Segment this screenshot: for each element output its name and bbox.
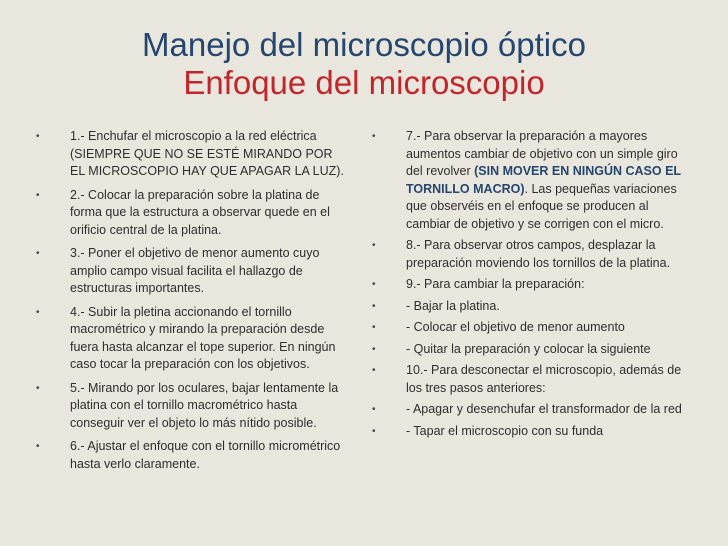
list-item-text: 9.- Para cambiar la preparación: bbox=[406, 277, 585, 291]
list-item-text: 4.- Subir la pletina accionando el tornillo macrométrico y mirando la preparación desde fuera hasta alcanzar el tope superior. En ningún caso tocar la preparación con los objetivos. bbox=[70, 304, 336, 371]
list-item-text: 8.- Para observar otros campos, desplazar la preparación moviendo los tornillos de la platina. bbox=[406, 238, 671, 270]
list-item bbox=[372, 423, 690, 441]
bullet-icon: • bbox=[36, 306, 40, 318]
bullet-icon: • bbox=[36, 189, 40, 201]
list-item-text: - Colocar el objetivo de menor aumento bbox=[406, 320, 625, 334]
slide-title: Manejo del microscopio óptico bbox=[142, 26, 586, 63]
bullet-icon: • bbox=[372, 240, 376, 251]
list-item bbox=[36, 128, 344, 181]
list-item bbox=[372, 298, 690, 316]
list-item bbox=[36, 438, 344, 473]
list-item-text: 7.- Para observar la preparación a mayores aumentos cambiar de objetivo con un simple giro del revolver bbox=[406, 129, 678, 178]
list-item-text: - Quitar la preparación y colocar la siguiente bbox=[406, 341, 651, 356]
warning-text: (SIN MOVER EN NINGÚN CASO EL TORNILLO MACRO) bbox=[406, 164, 681, 196]
bullet-icon: • bbox=[372, 279, 376, 290]
bullet-icon: • bbox=[372, 300, 376, 312]
bullet-icon: • bbox=[372, 322, 376, 333]
bullet-icon: • bbox=[36, 441, 40, 452]
bullet-icon: • bbox=[372, 343, 376, 355]
bullet-icon: • bbox=[372, 404, 376, 415]
list-item bbox=[372, 401, 690, 419]
list-item-text: 5.- Mirando por los oculares, bajar lentamente la platina con el tornillo macrométrico hasta conseguir ver el objeto lo más nítido posible. bbox=[70, 380, 339, 430]
list-item bbox=[372, 362, 690, 397]
list-item-text: 1.- Enchufar el microscopio a la red eléctrica (SIEMPRE QUE NO SE ESTÉ MIRANDO POR EL MICROSCOPIO HAY QUE APAGAR LA LUZ). bbox=[70, 129, 344, 178]
list-item-text: 10.- Para desconectar el microscopio, además de los tres pasos anteriores: bbox=[406, 363, 682, 395]
list-item bbox=[372, 341, 690, 359]
bullet-icon: • bbox=[36, 248, 40, 259]
list-item bbox=[36, 187, 344, 240]
list-item-text: - Apagar y desenchufar el transformador de la red bbox=[406, 402, 682, 416]
list-item-text: - Tapar el microscopio con su funda bbox=[406, 423, 604, 438]
list-item bbox=[372, 319, 690, 337]
list-item-text: . Las pequeñas variaciones que observéis en el enfoque se producen al cambiar de objetivo y se corrigen con el micro. bbox=[406, 181, 677, 231]
slide-subtitle: Enfoque del microscopio bbox=[183, 64, 545, 101]
left-column bbox=[36, 128, 344, 479]
bullet-icon: • bbox=[36, 382, 40, 394]
bullet-icon: • bbox=[372, 425, 376, 437]
list-item bbox=[36, 304, 344, 374]
list-item-text: - Bajar la platina. bbox=[406, 298, 500, 313]
list-item-text: 2.- Colocar la preparación sobre la platina de forma que la estructura a observar quede en el orificio central de la platina. bbox=[70, 187, 330, 237]
list-item bbox=[36, 380, 344, 433]
list-item bbox=[36, 245, 344, 298]
list-item-text: 6.- Ajustar el enfoque con el tornillo micrométrico hasta verlo claramente. bbox=[70, 439, 341, 471]
list-item bbox=[372, 128, 690, 233]
bullet-icon: • bbox=[372, 131, 376, 142]
bullet-icon: • bbox=[36, 131, 40, 142]
list-item bbox=[372, 276, 690, 294]
list-item-text: 3.- Poner el objetivo de menor aumento cuyo amplio campo visual facilita el hallazgo de estructuras importantes. bbox=[70, 246, 320, 295]
right-column bbox=[372, 128, 690, 444]
list-item bbox=[372, 237, 690, 272]
bullet-icon: • bbox=[372, 365, 376, 376]
